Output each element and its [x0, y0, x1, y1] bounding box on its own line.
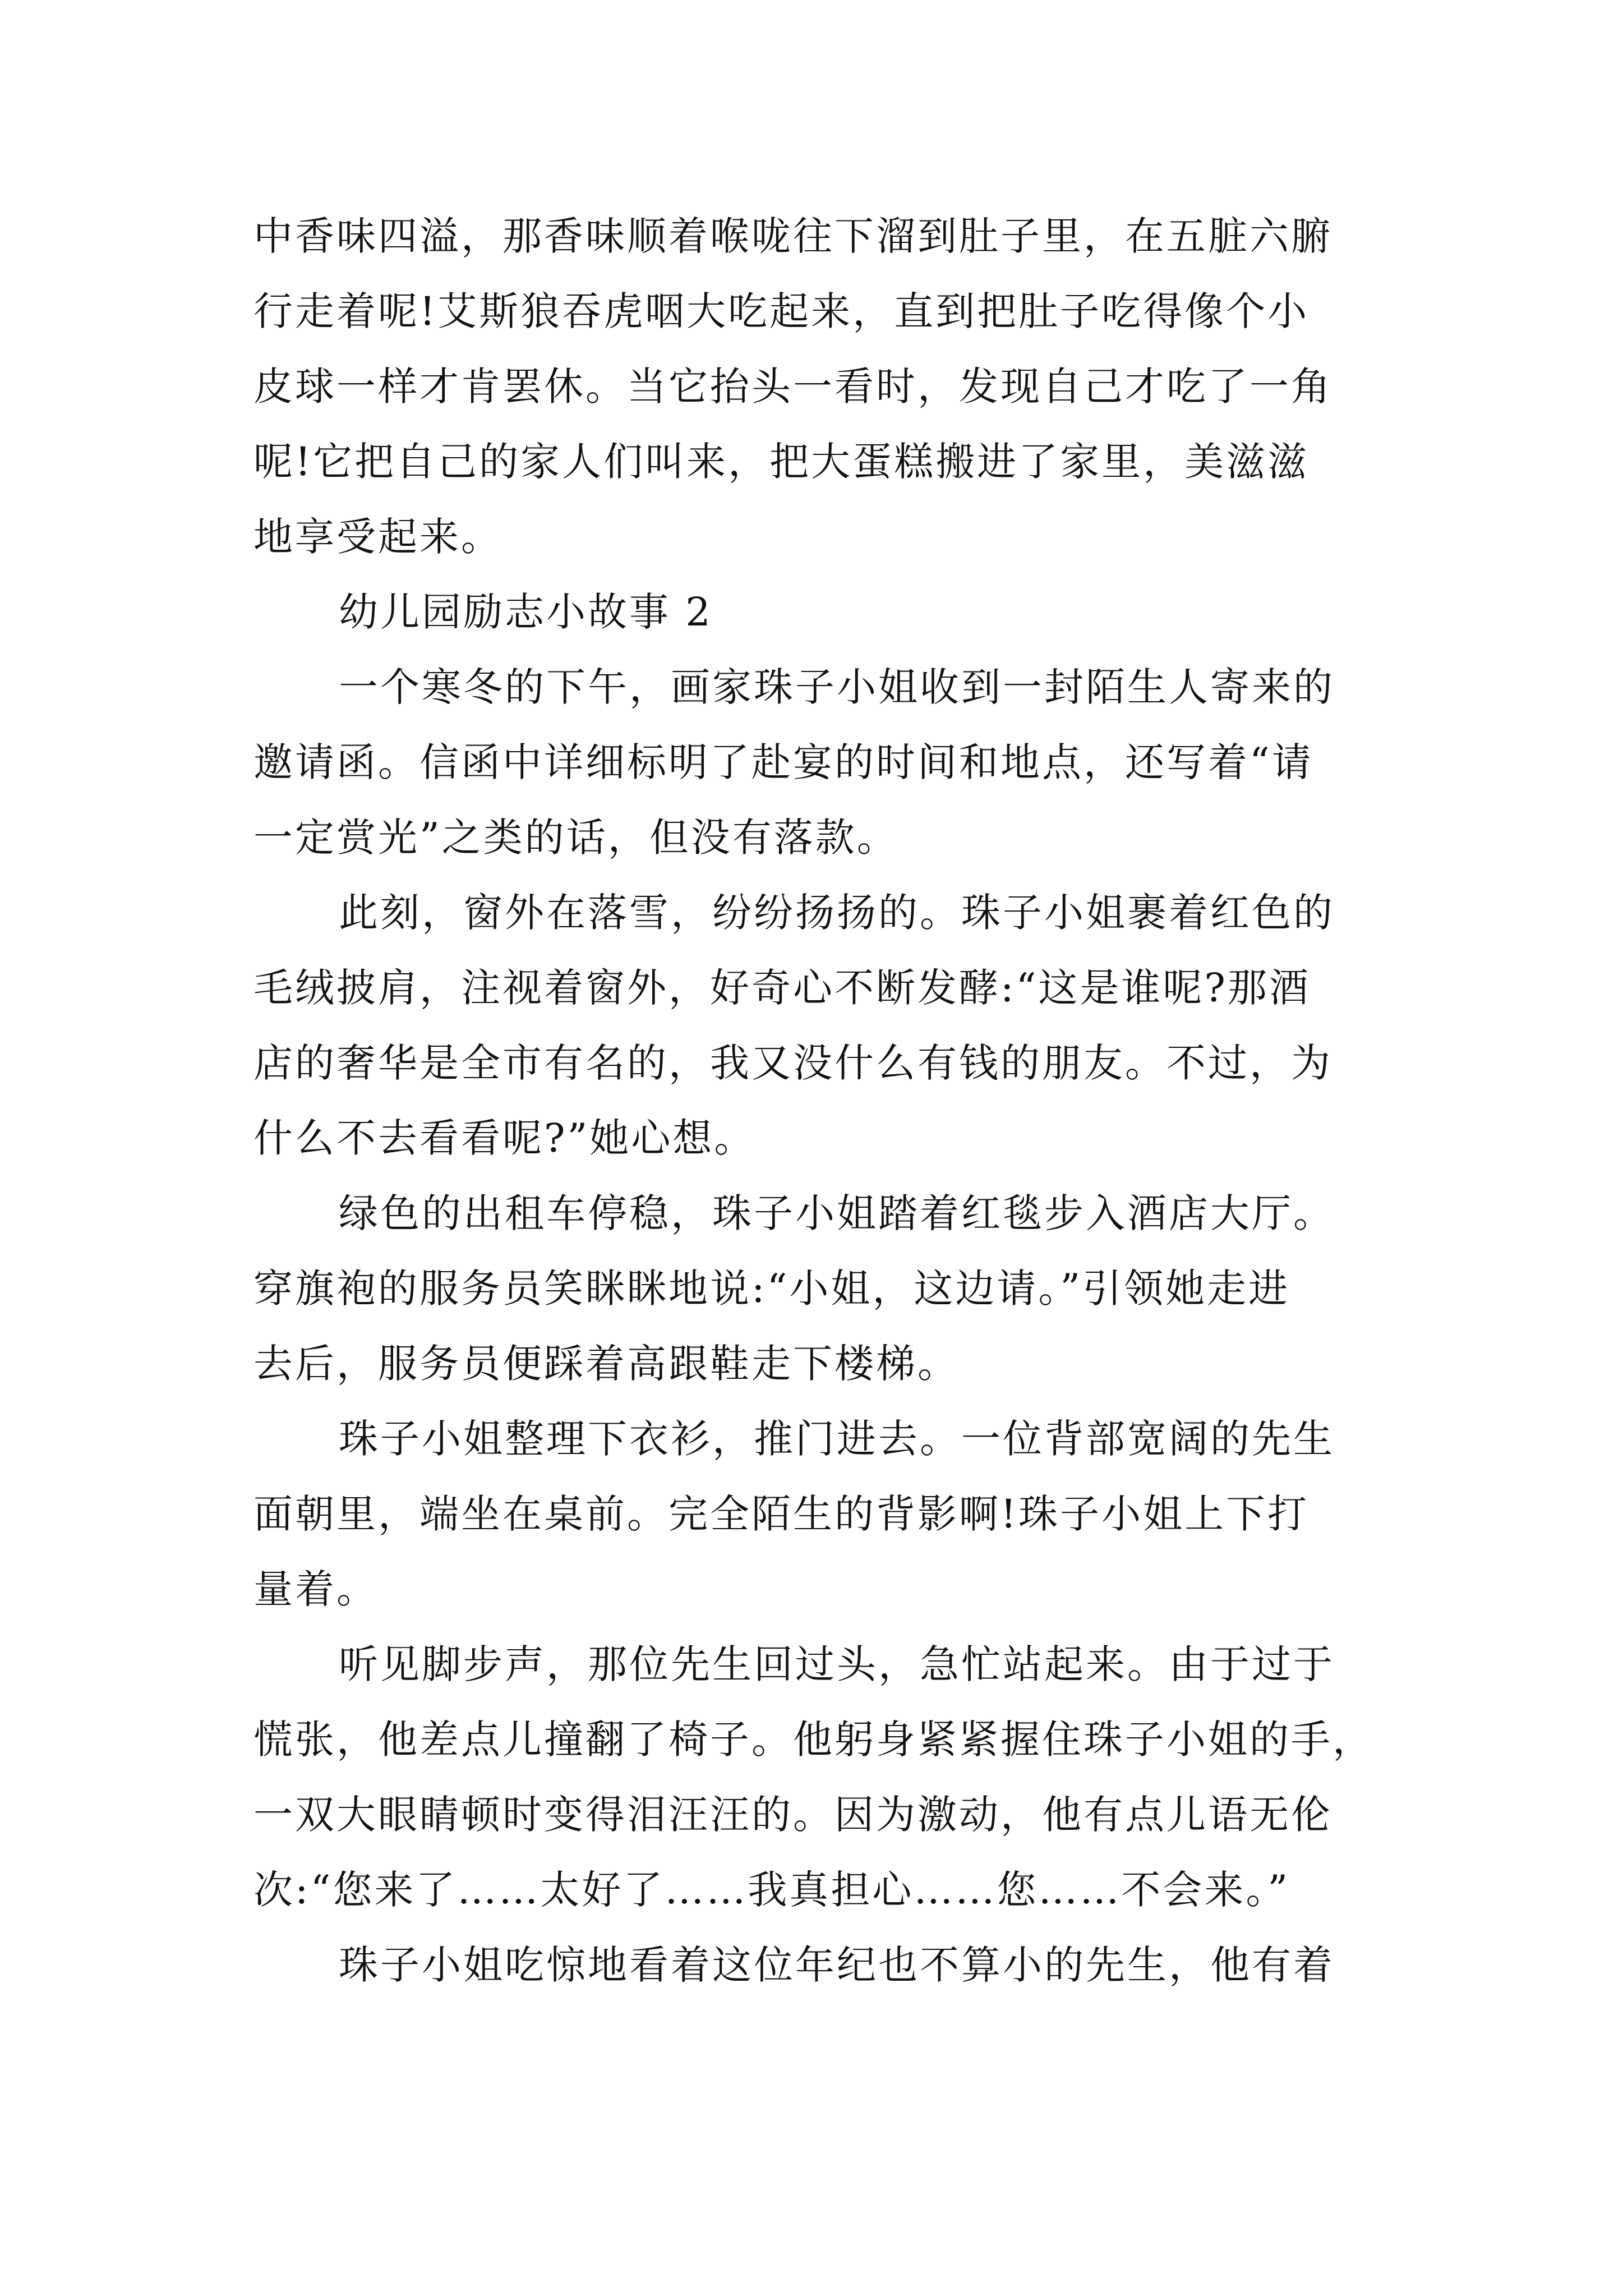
text-line: 皮球一样才肯罢休。当它抬头一看时，发现自己才吃了一角	[253, 364, 1332, 409]
paragraph-first-line: 一个寒冬的下午，画家珠子小姐收到一封陌生人寄来的	[339, 664, 1335, 710]
section-heading: 幼儿园励志小故事 2	[339, 589, 713, 635]
text-line: 一双大眼睛顿时变得泪汪汪的。因为激动，他有点儿语无伦	[253, 1792, 1332, 1838]
text-line: 量着。	[253, 1566, 378, 1612]
text-line: 地享受起来。	[253, 514, 502, 560]
text-line: 呢!它把自己的家人们叫来，把大蛋糕搬进了家里，美滋滋	[253, 439, 1310, 485]
text-line: 面朝里，端坐在桌前。完全陌生的背影啊!珠子小姐上下打	[253, 1491, 1310, 1537]
text-line: 店的奢华是全市有名的，我又没什么有钱的朋友。不过，为	[253, 1040, 1332, 1086]
text-line: 邀请函。信函中详细标明了赴宴的时间和地点，还写着“请	[253, 739, 1313, 785]
paragraph-first-line: 珠子小姐整理下衣衫，推门进去。一位背部宽阔的先生	[339, 1416, 1335, 1462]
paragraph-first-line: 此刻，窗外在落雪，纷纷扬扬的。珠子小姐裹着红色的	[339, 890, 1335, 936]
text-line: 一定赏光”之类的话，但没有落款。	[253, 815, 898, 861]
paragraph-first-line: 听见脚步声，那位先生回过头，急忙站起来。由于过于	[339, 1641, 1335, 1687]
paragraph-first-line: 珠子小姐吃惊地看着这位年纪也不算小的先生，他有着	[339, 1942, 1335, 1988]
text-line: 行走着呢!艾斯狼吞虎咽大吃起来，直到把肚子吃得像个小	[253, 288, 1310, 334]
text-line: 毛绒披肩，注视着窗外，好奇心不断发酵:“这是谁呢?那酒	[253, 965, 1311, 1011]
text-line: 穿旗袍的服务员笑眯眯地说:“小姐，这边请。”引领她走进	[253, 1266, 1290, 1312]
text-line: 慌张，他差点儿撞翻了椅子。他躬身紧紧握住珠子小姐的手，	[253, 1717, 1374, 1763]
text-line: 中香味四溢，那香味顺着喉咙往下溜到肚子里，在五脏六腑	[253, 213, 1332, 259]
text-line: 什么不去看看呢?”她心想。	[253, 1115, 756, 1161]
text-line: 次:“您来了……太好了……我真担心……您……不会来。”	[253, 1867, 1290, 1913]
paragraph-first-line: 绿色的出租车停稳，珠子小姐踏着红毯步入酒店大厅。	[339, 1190, 1335, 1236]
document-body	[253, 199, 1409, 2003]
text-line: 去后，服务员便踩着高跟鞋走下楼梯。	[253, 1341, 959, 1387]
